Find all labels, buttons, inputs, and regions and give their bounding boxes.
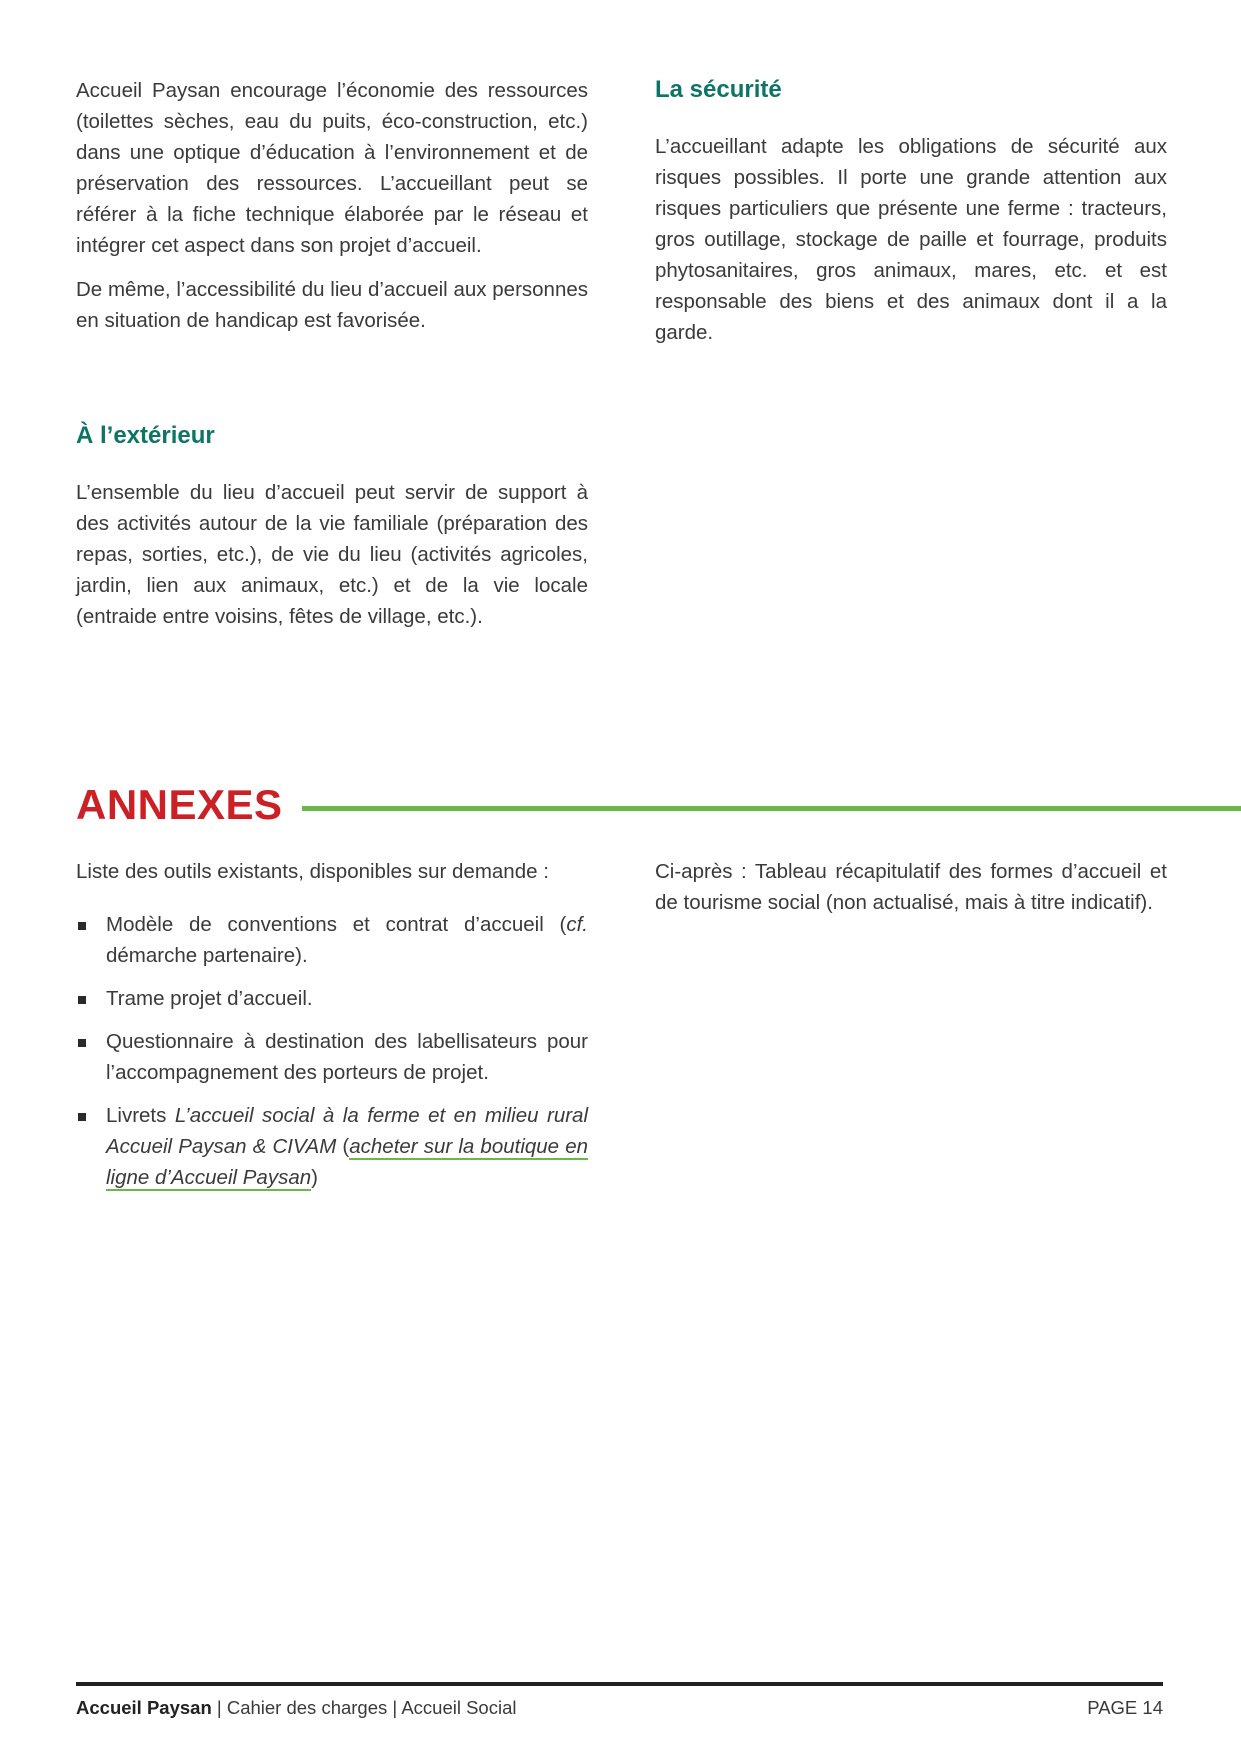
paragraph-securite: L’accueillant adapte les obligations de sécurité aux risques possibles. Il porte une grande attention aux risques particuliers que présente une ferme : tracteurs, gros outillage, stockage de paille et fourrage, produits phytosanitaires, gros animaux, mares, etc. et est responsable des biens et des animaux dont il a la garde. <box>655 135 1167 344</box>
tools-list <box>76 909 588 1193</box>
item-text: démarche partenaire). <box>106 944 308 967</box>
paragraph-resources: Accueil Paysan encourage l’économie des ressources (toilettes sèches, eau du puits, éco-construction, etc.) dans une optique d’éducation à l’environnement et de préservation des ressources. L’accueillant peut se référer à la fiche technique élaborée par le réseau et intégrer cet aspect dans son projet d’accueil. <box>76 79 588 257</box>
page-number: PAGE 14 <box>1087 1697 1163 1718</box>
left-column-top <box>76 75 588 349</box>
item-text: ) <box>311 1166 318 1189</box>
item-text: Livrets <box>106 1104 175 1127</box>
booklet-title: L’accueil social à la ferme et en milieu rural Accueil Paysan & CIVAM <box>106 1104 589 1158</box>
list-item <box>76 1026 588 1088</box>
item-text-italic: cf. <box>566 913 588 936</box>
annexes-divider <box>302 806 1241 811</box>
paragraph-exterieur: L’ensemble du lieu d’accueil peut servir de support à des activités autour de la vie familiale (préparation des repas, sorties, etc.), de vie du lieu (activités agricoles, jardin, lien aux animaux, etc.) et de la vie locale (entraide entre voisins, fêtes de village, etc.). <box>76 481 588 628</box>
annexes-left-column <box>76 856 588 1205</box>
item-text: Questionnaire à destination des labellisateurs pour l’accompagnement des porteurs de projet. <box>106 1030 588 1084</box>
annexes-title: ANNEXES <box>76 781 283 828</box>
shop-link[interactable]: acheter sur la boutique en ligne d’Accueil Paysan <box>106 1135 588 1189</box>
annexes-right-column <box>655 856 1167 931</box>
footer-doc-title: | Cahier des charges | Accueil Social <box>211 1697 517 1718</box>
heading-securite: La sécurité <box>655 76 782 103</box>
annexes-intro: Liste des outils existants, disponibles sur demande : <box>76 860 549 883</box>
heading-exterieur: À l’extérieur <box>76 422 215 449</box>
section-securite <box>655 76 1167 361</box>
section-exterieur <box>76 422 588 645</box>
footer <box>76 1697 1163 1719</box>
item-text: Trame projet d’accueil. <box>106 987 313 1010</box>
footer-divider <box>76 1682 1163 1686</box>
item-text: ( <box>336 1135 350 1158</box>
list-item <box>76 909 588 971</box>
paragraph-accessibility: De même, l’accessibilité du lieu d’accueil aux personnes en situation de handicap est favorisée. <box>76 278 588 332</box>
annexes-table-note: Ci-après : Tableau récapitulatif des formes d’accueil et de tourisme social (non actualisé, mais à titre indicatif). <box>655 860 1167 914</box>
item-text: Modèle de conventions et contrat d’accueil ( <box>106 913 567 936</box>
list-item <box>76 1100 588 1193</box>
list-item <box>76 983 588 1014</box>
footer-brand: Accueil Paysan <box>76 1697 212 1718</box>
